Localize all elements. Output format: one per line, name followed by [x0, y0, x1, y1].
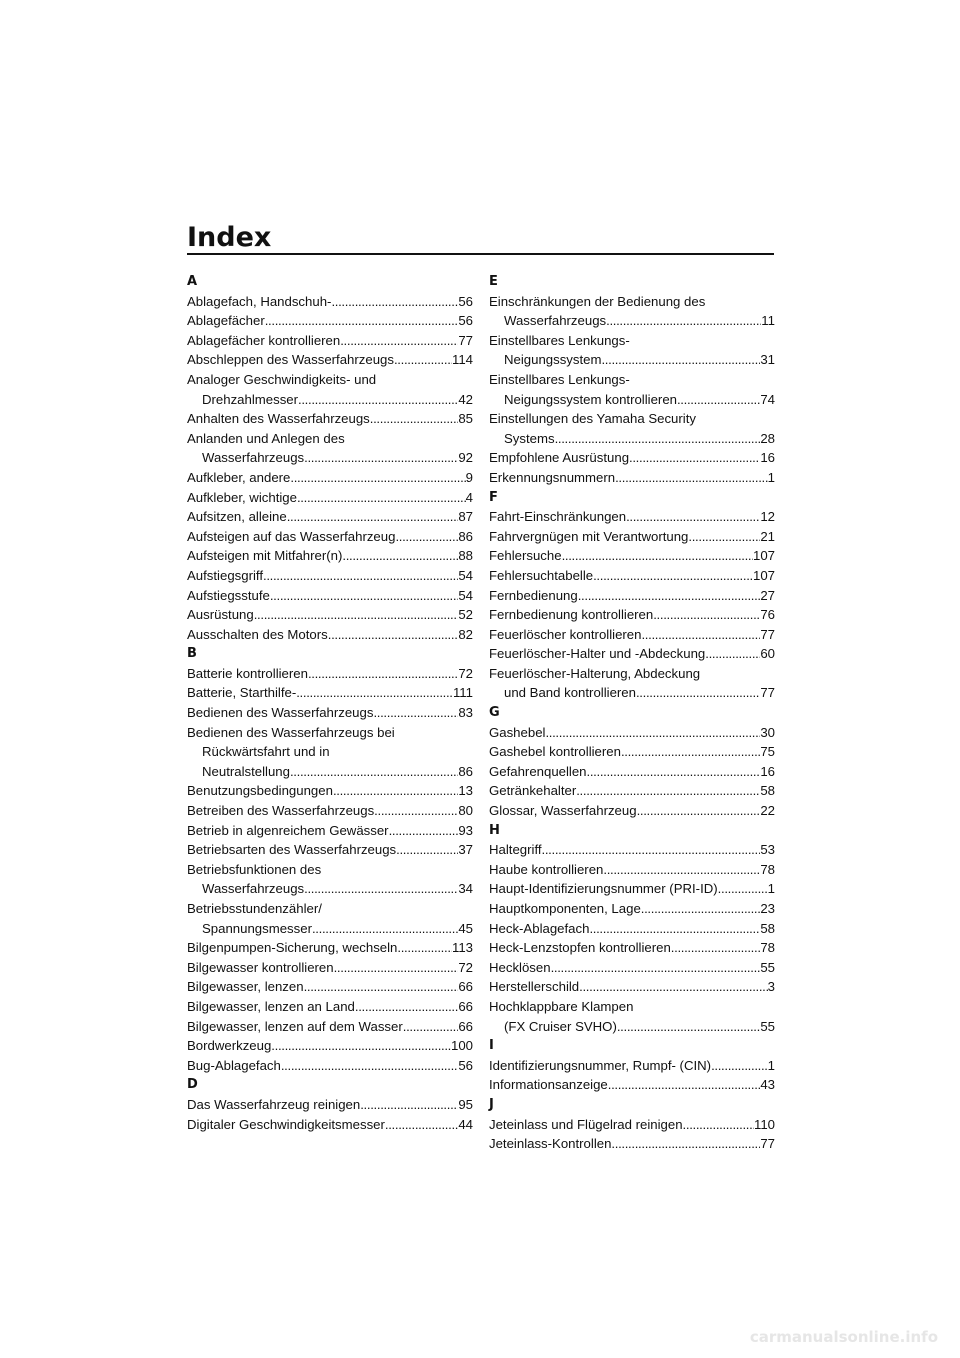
index-entry-term: Aufsteigen auf das Wasserfahrzeug: [187, 528, 396, 544]
index-entry: [187, 840, 473, 860]
index-leader-dots: [374, 801, 458, 821]
index-page-number: 74: [760, 391, 775, 407]
index-entry: [187, 625, 473, 645]
index-entry-term: Aufkleber, wichtige: [187, 489, 297, 505]
index-entry: [489, 586, 775, 606]
index-leader-dots: [333, 781, 458, 801]
index-page-number: 30: [760, 724, 775, 740]
index-letter-heading: F: [489, 489, 498, 505]
index-entry-term: und Band kontrollieren: [504, 685, 636, 701]
index-page-number: 28: [760, 430, 775, 446]
index-entry-line: Betriebsstundenzähler/: [187, 901, 322, 916]
index-page-number: 53: [760, 842, 775, 858]
index-entry: [187, 683, 473, 703]
index-page-number: 1: [767, 1057, 775, 1073]
index-entry-term: Wasserfahrzeugs: [504, 313, 607, 329]
index-entry: [187, 1017, 473, 1037]
index-page-number: 4: [465, 489, 473, 505]
index-page-number: 22: [760, 803, 775, 819]
index-entry: [187, 429, 473, 468]
index-column-left: [187, 272, 473, 1134]
index-entry-term: Jeteinlass-Kontrollen: [489, 1136, 612, 1152]
index-leader-dots: [641, 625, 760, 645]
index-leader-dots: [593, 566, 753, 586]
index-letter-heading: E: [489, 274, 498, 289]
index-page-number: 76: [760, 607, 775, 623]
index-entry-term: Fahrt-Einschränkungen: [489, 509, 627, 525]
index-leader-dots: [270, 586, 458, 606]
index-leader-dots: [385, 1115, 458, 1135]
index-page-number: 34: [458, 881, 473, 897]
index-leader-dots: [304, 977, 459, 997]
index-entry: [489, 1134, 775, 1154]
index-entry-term: Haube kontrollieren: [489, 861, 604, 877]
index-page-number: 86: [458, 528, 473, 544]
index-entry: [187, 1095, 473, 1115]
index-page-number: 56: [458, 293, 473, 309]
index-page-number: 54: [458, 587, 473, 603]
index-entry-term: Neutralstellung: [202, 763, 290, 779]
index-leader-dots: [576, 781, 760, 801]
index-entry-term: Identifizierungsnummer, Rumpf- (CIN): [489, 1057, 712, 1073]
index-leader-dots: [601, 350, 760, 370]
index-page-number: 111: [452, 685, 473, 701]
index-leader-dots: [587, 762, 761, 782]
index-entry: [489, 625, 775, 645]
index-entry: [187, 723, 473, 782]
index-leader-dots: [641, 899, 761, 919]
index-page-number: 88: [458, 548, 473, 564]
index-entry-line: Bedienen des Wasserfahrzeugs bei: [187, 724, 395, 740]
index-entry: [489, 723, 775, 743]
index-leader-dots: [606, 311, 761, 331]
index-entry: [187, 899, 473, 938]
index-entry-term: Anhalten des Wasserfahrzeugs: [187, 411, 370, 427]
index-entry-term: Feuerlöscher kontrollieren: [489, 626, 642, 642]
index-page-number: 3: [767, 979, 775, 995]
index-leader-dots: [328, 625, 459, 645]
index-entry: [489, 919, 775, 939]
index-entry-term: Ablagefächer kontrollieren: [187, 332, 341, 348]
index-entry: [187, 801, 473, 821]
index-entry-term: Spannungsmesser: [202, 920, 312, 936]
index-leader-dots: [304, 448, 458, 468]
index-leader-dots: [265, 311, 459, 331]
index-page-number: 80: [458, 803, 473, 819]
index-entry-term: Fernbedienung kontrollieren: [489, 607, 654, 623]
index-entry: [489, 977, 775, 997]
index-leader-dots: [683, 1115, 754, 1135]
index-leader-dots: [555, 429, 761, 449]
index-leader-dots: [637, 801, 761, 821]
index-entry-line: Analoger Geschwindigkeits- und: [187, 371, 377, 387]
index-leader-dots: [296, 683, 453, 703]
index-page-number: 31: [760, 352, 775, 368]
index-entry: [187, 488, 473, 508]
index-entry-line: Hochklappbare Klampen: [489, 998, 634, 1014]
index-entry-term: Aufstiegsstufe: [187, 587, 270, 603]
index-entry-term: Heck-Ablagefach: [489, 920, 590, 936]
index-entry: [187, 1056, 473, 1076]
index-page-number: 1: [767, 469, 775, 485]
index-page-number: 55: [760, 959, 775, 975]
index-page-number: 78: [760, 940, 775, 956]
index-leader-dots: [629, 448, 760, 468]
index-page-number: 77: [458, 332, 473, 348]
index-page-number: 95: [458, 1096, 473, 1112]
index-page-number: 21: [760, 528, 775, 544]
index-entry: [489, 762, 775, 782]
index-page-number: 60: [760, 646, 775, 662]
index-leader-dots: [542, 840, 761, 860]
index-entry: [489, 468, 775, 488]
index-page-number: 44: [458, 1116, 473, 1132]
index-entry-term: Aufstiegsgriff: [187, 567, 263, 583]
index-entry-line: Betriebsfunktionen des: [187, 861, 322, 877]
index-page-number: 1: [767, 881, 775, 897]
index-entry-term: Ausschalten des Motors: [187, 626, 328, 642]
index-leader-dots: [396, 840, 458, 860]
index-page-number: 87: [458, 509, 473, 525]
index-entry-term: Bedienen des Wasserfahrzeugs: [187, 705, 374, 721]
index-letter-heading: B: [187, 646, 197, 662]
index-leader-dots: [298, 390, 458, 410]
index-page-number: 100: [450, 1038, 473, 1054]
index-page-number: 55: [760, 1018, 775, 1034]
index-entry-term: Abschleppen des Wasserfahrzeugs: [187, 352, 394, 368]
index-entry-term: Informationsanzeige: [489, 1077, 608, 1093]
index-letter-heading: G: [489, 705, 500, 721]
index-entry-term: Ausrüstung: [187, 607, 254, 623]
index-entry: [187, 977, 473, 997]
index-page-number: 83: [458, 705, 473, 721]
index-entry: [187, 664, 473, 684]
index-leader-dots: [611, 1134, 760, 1154]
watermark: carmanualsonline.info: [749, 1328, 938, 1346]
index-page-number: 72: [458, 959, 473, 975]
index-leader-dots: [711, 1056, 768, 1076]
index-page-number: 9: [465, 469, 473, 485]
index-entry-line: Einstellbares Lenkungs-: [489, 371, 630, 387]
index-entry-term: Aufkleber, andere: [187, 469, 291, 485]
index-page-number: 78: [760, 861, 775, 877]
index-leader-dots: [290, 762, 458, 782]
index-leader-dots: [394, 350, 452, 370]
index-entry-line: Einstellungen des Yamaha Security: [489, 411, 696, 427]
index-entry-term: Bilgewasser kontrollieren: [187, 959, 334, 975]
index-leader-dots: [671, 938, 761, 958]
index-entry-term: Betriebsarten des Wasserfahrzeugs: [187, 842, 397, 858]
index-leader-dots: [370, 409, 459, 429]
index-leader-dots: [389, 821, 459, 841]
index-entry: [187, 292, 473, 312]
index-page-number: 66: [458, 1018, 473, 1034]
index-entry-term: Ablagefach, Handschuh-: [187, 293, 332, 309]
index-page-number: 58: [760, 783, 775, 799]
index-entry-term: Erkennungsnummern: [489, 469, 616, 485]
index-entry-term: Benutzungsbedingungen: [187, 783, 333, 799]
index-entry: [187, 311, 473, 331]
index-entry: [187, 468, 473, 488]
index-entry-term: Glossar, Wasserfahrzeug: [489, 803, 637, 819]
index-entry: [489, 331, 775, 370]
index-leader-dots: [355, 997, 458, 1017]
index-entry-term: Fernbedienung: [489, 587, 578, 603]
index-leader-dots: [397, 938, 452, 958]
index-leader-dots: [340, 331, 458, 351]
index-page-number: 66: [458, 998, 473, 1014]
index-leader-dots: [562, 546, 753, 566]
index-page-number: 85: [458, 411, 473, 427]
index-leader-dots: [579, 977, 768, 997]
index-page-number: 11: [761, 313, 775, 329]
index-page-number: 107: [752, 567, 775, 583]
index-entry-line: Einstellbares Lenkungs-: [489, 332, 630, 348]
index-entry: [489, 742, 775, 762]
index-leader-dots: [589, 919, 760, 939]
index-entry-term: (FX Cruiser SVHO): [504, 1018, 617, 1034]
index-entry-term: Haltegriff: [489, 842, 542, 858]
index-entry-term: Fahrvergnügen mit Verantwortung: [489, 528, 689, 544]
index-entry-term: Betrieb in algenreichem Gewässer: [187, 822, 389, 838]
index-page-number: 13: [458, 783, 473, 799]
index-entry: [489, 292, 775, 331]
index-leader-dots: [705, 644, 760, 664]
index-leader-dots: [360, 1095, 458, 1115]
index-entry: [187, 605, 473, 625]
index-entry-line: Einschränkungen der Bedienung des: [489, 293, 706, 309]
index-entry: [489, 527, 775, 547]
index-page-number: 37: [458, 842, 473, 858]
index-leader-dots: [290, 468, 465, 488]
index-leader-dots: [395, 527, 458, 547]
index-entry: [489, 781, 775, 801]
index-entry-term: Fehlersuche: [489, 548, 562, 564]
index-entry-term: Betreiben des Wasserfahrzeugs: [187, 803, 375, 819]
index-entry: [187, 409, 473, 429]
index-leader-dots: [626, 507, 760, 527]
index-entry: [489, 1075, 775, 1095]
index-page-number: 66: [458, 979, 473, 995]
index-entry-line: Feuerlöscher-Halterung, Abdeckung: [489, 665, 701, 681]
index-entry-term: Herstellerschild: [489, 979, 580, 995]
index-entry: [187, 938, 473, 958]
index-entry-line: Rückwärtsfahrt und in: [202, 744, 330, 760]
index-entry: [489, 997, 775, 1036]
index-leader-dots: [677, 390, 760, 410]
index-leader-dots: [653, 605, 760, 625]
index-entry-term: Wasserfahrzeugs: [202, 450, 305, 466]
index-leader-dots: [403, 1017, 459, 1037]
index-entry-term: Digitaler Geschwindigkeitsmesser: [187, 1116, 385, 1132]
index-entry-term: Hecklösen: [489, 959, 551, 975]
index-page-number: 52: [458, 607, 473, 623]
index-entry-term: Bilgewasser, lenzen auf dem Wasser: [187, 1018, 403, 1034]
index-page-number: 56: [458, 313, 473, 329]
index-entry: [187, 1036, 473, 1056]
index-page-number: 56: [458, 1057, 473, 1073]
index-entry: [489, 1115, 775, 1135]
index-leader-dots: [373, 703, 458, 723]
index-entry: [187, 566, 473, 586]
index-entry-term: Drehzahlmesser: [202, 391, 299, 407]
index-entry: [187, 997, 473, 1017]
index-entry: [489, 370, 775, 409]
index-page-number: 72: [458, 665, 473, 681]
page-title: Index: [187, 222, 272, 253]
index-entry: [489, 1056, 775, 1076]
index-leader-dots: [287, 507, 459, 527]
index-entry-term: Batterie, Starthilfe-: [187, 685, 297, 701]
index-entry-term: Neigungssystem: [504, 352, 602, 368]
index-leader-dots: [263, 566, 458, 586]
index-entry-term: Aufsitzen, alleine: [187, 509, 287, 525]
index-page-number: 54: [458, 567, 473, 583]
index-entry-term: Aufsteigen mit Mitfahrer(n): [187, 548, 343, 564]
index-entry: [489, 958, 775, 978]
index-entry: [187, 860, 473, 899]
index-entry: [187, 370, 473, 409]
index-page-number: 82: [458, 626, 473, 642]
index-leader-dots: [304, 879, 458, 899]
index-letter-heading: J: [489, 1096, 494, 1112]
index-entry: [489, 664, 775, 703]
index-entry-term: Jeteinlass und Flügelrad reinigen: [489, 1116, 683, 1132]
index-page-number: 23: [760, 901, 775, 916]
index-leader-dots: [608, 1075, 761, 1095]
index-entry: [489, 879, 775, 899]
index-letter-heading: H: [489, 822, 500, 838]
index-leader-dots: [271, 1036, 451, 1056]
index-entry: [187, 331, 473, 351]
index-page-number: 77: [760, 685, 775, 701]
index-entry-term: Bilgewasser, lenzen: [187, 979, 304, 995]
index-entry-term: Gashebel kontrollieren: [489, 744, 621, 760]
index-leader-dots: [603, 860, 760, 880]
index-entry: [489, 409, 775, 448]
index-leader-dots: [545, 723, 760, 743]
index-leader-dots: [281, 1056, 458, 1076]
index-page-number: 45: [458, 920, 473, 936]
index-entry: [187, 821, 473, 841]
index-leader-dots: [688, 527, 760, 547]
index-entry: [187, 507, 473, 527]
index-entry-term: Feuerlöscher-Halter und -Abdeckung: [489, 646, 706, 662]
index-page-number: 16: [760, 450, 775, 466]
index-leader-dots: [578, 586, 761, 606]
index-leader-dots: [621, 742, 760, 762]
index-entry: [187, 781, 473, 801]
index-entry: [489, 566, 775, 586]
index-entry: [187, 546, 473, 566]
index-entry: [489, 644, 775, 664]
index-entry-term: Neigungssystem kontrollieren: [504, 391, 677, 407]
index-entry: [489, 546, 775, 566]
index-entry-term: Bug-Ablagefach: [187, 1057, 281, 1073]
index-letter-heading: D: [187, 1077, 198, 1093]
index-page-number: 58: [760, 920, 775, 936]
index-leader-dots: [297, 488, 466, 508]
index-leader-dots: [254, 605, 459, 625]
index-leader-dots: [334, 958, 459, 978]
index-entry: [489, 938, 775, 958]
index-leader-dots: [617, 1017, 760, 1037]
index-letter-heading: A: [187, 274, 198, 289]
index-leader-dots: [718, 879, 768, 899]
index-entry: [187, 350, 473, 370]
index-entry: [187, 958, 473, 978]
index-entry-line: Anlanden und Anlegen des: [187, 430, 345, 446]
index-entry-term: Ablagefächer: [187, 313, 265, 329]
index-entry-term: Bilgewasser, lenzen an Land: [187, 998, 355, 1014]
index-entry: [187, 527, 473, 547]
index-entry: [489, 840, 775, 860]
index-entry-term: Gashebel: [489, 724, 546, 740]
index-entry: [489, 605, 775, 625]
index-entry-term: Getränkehalter: [489, 783, 577, 799]
index-entry: [489, 860, 775, 880]
index-entry: [187, 586, 473, 606]
index-entry-term: Wasserfahrzeugs: [202, 881, 305, 897]
index-page-number: 43: [760, 1077, 775, 1093]
index-leader-dots: [308, 664, 458, 684]
index-page-number: 27: [760, 587, 775, 603]
index-entry: [489, 899, 775, 919]
index-leader-dots: [636, 683, 760, 703]
index-entry: [187, 703, 473, 723]
index-page-number: 92: [458, 450, 473, 466]
index-entry-term: Hauptkomponenten, Lage: [489, 901, 641, 916]
index-page-number: 16: [760, 763, 775, 779]
index-entry-term: Batterie kontrollieren: [187, 665, 308, 681]
index-leader-dots: [312, 919, 458, 939]
index-entry: [489, 448, 775, 468]
index-page-number: 107: [752, 548, 775, 564]
index-leader-dots: [331, 292, 458, 312]
index-entry-term: Empfohlene Ausrüstung: [489, 450, 630, 466]
index-entry: [187, 1115, 473, 1135]
index-page-number: 86: [458, 763, 473, 779]
index-entry-term: Bordwerkzeug: [187, 1038, 272, 1054]
index-entry-term: Fehlersuchtabelle: [489, 567, 594, 583]
index-page-number: 42: [458, 391, 473, 407]
index-leader-dots: [551, 958, 761, 978]
index-entry-term: Heck-Lenzstopfen kontrollieren: [489, 940, 671, 956]
index-leader-dots: [615, 468, 768, 488]
index-page-number: 113: [451, 940, 473, 956]
index-entry: [489, 507, 775, 527]
index-entry-term: Bilgenpumpen-Sicherung, wechseln: [187, 940, 398, 956]
index-page-number: 77: [760, 626, 775, 642]
index-entry-term: Systems: [504, 430, 555, 446]
index-entry-term: Haupt-Identifizierungsnummer (PRI-ID): [489, 881, 718, 897]
index-entry: [489, 801, 775, 821]
index-entry-term: Das Wasserfahrzeug reinigen: [187, 1096, 361, 1112]
index-page-number: 77: [760, 1136, 775, 1152]
title-rule: [187, 253, 774, 255]
index-entry-term: Gefahrenquellen: [489, 763, 587, 779]
index-column-right: [489, 272, 775, 1154]
index-page-number: 110: [753, 1116, 775, 1132]
index-page-number: 12: [760, 509, 775, 525]
index-page-number: 75: [760, 744, 775, 760]
index-page-number: 114: [451, 352, 473, 368]
index-letter-heading: I: [489, 1038, 494, 1054]
index-page-number: 93: [458, 822, 473, 838]
index-leader-dots: [342, 546, 458, 566]
